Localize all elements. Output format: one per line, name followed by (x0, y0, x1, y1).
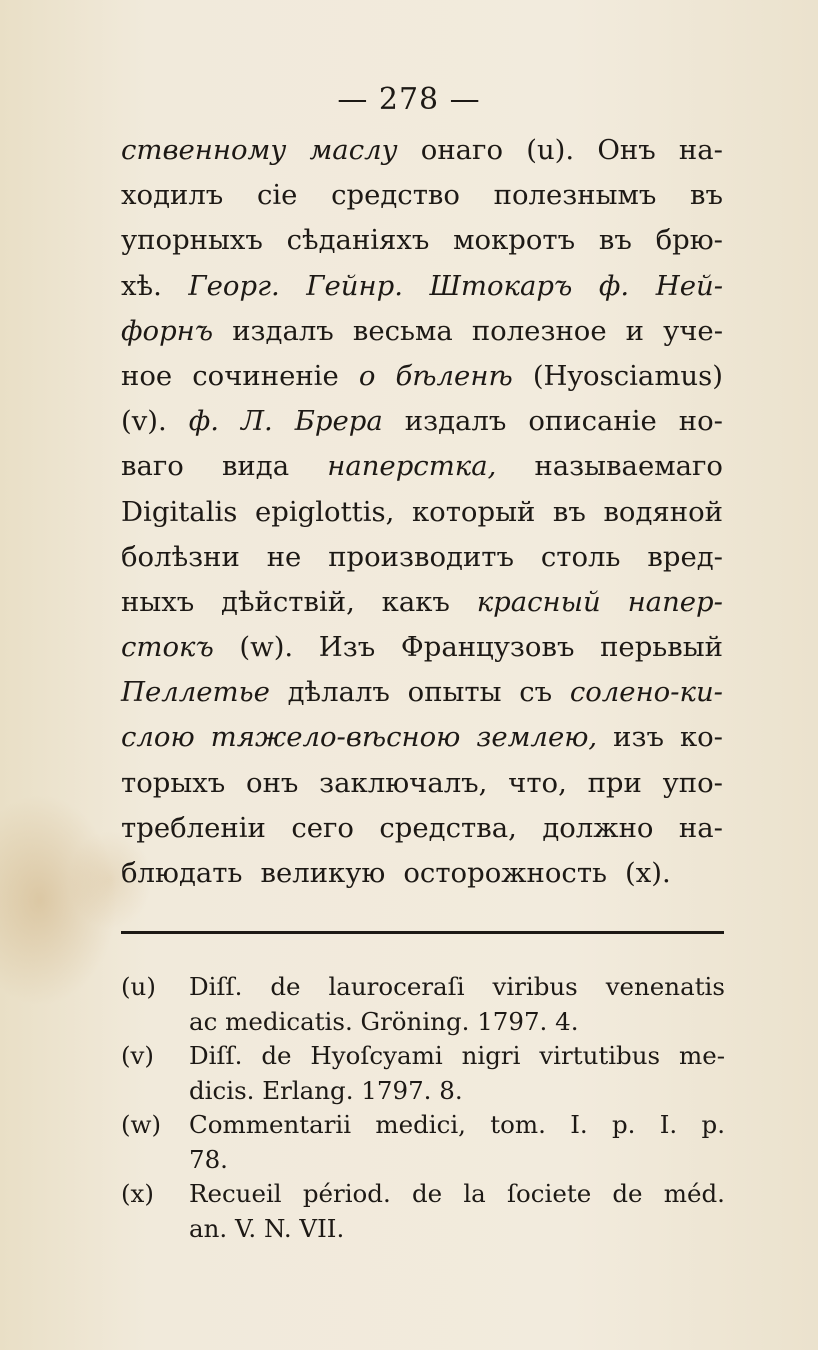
word: производитъ (328, 540, 515, 573)
footnote (121, 970, 725, 1039)
word: сего (291, 811, 354, 844)
word: маслу (309, 134, 398, 166)
word: полезное (471, 314, 607, 347)
word: великую (260, 857, 386, 889)
word: форнъ (121, 314, 214, 347)
footnotes (121, 970, 725, 1246)
word: слою (121, 721, 195, 754)
word: Георг. (188, 269, 280, 302)
word: упорныхъ (121, 224, 263, 257)
word: торыхъ (121, 766, 226, 799)
text-line (121, 309, 723, 354)
text-line (121, 535, 723, 580)
footnote-line: Commentarii medici, tom. I. p. I. p. (189, 1110, 725, 1139)
word: онъ (246, 766, 299, 799)
word: и (625, 314, 645, 347)
footnote-mark: (u) (121, 972, 156, 1001)
main-text (121, 128, 723, 896)
word: перьвый (600, 631, 723, 664)
word: ходилъ (121, 179, 224, 212)
word: ваго (121, 450, 184, 483)
word: Изъ (318, 631, 376, 664)
text-line (121, 715, 723, 760)
word: (v). (121, 405, 167, 438)
word: водяной (603, 495, 723, 528)
word: средство (331, 179, 460, 212)
word: Гейнр. (306, 269, 403, 302)
word: который (411, 495, 536, 528)
page-number: — 278 — (337, 82, 481, 117)
footnote-line: an. V. N. VII. (189, 1213, 345, 1243)
footnote-line: Diſſ. de lauroceraſi viribus venenatis (189, 972, 725, 1001)
word: средства, (379, 811, 517, 844)
word: осторожность (403, 857, 608, 889)
footnote (121, 1108, 725, 1177)
word: (w). (239, 631, 294, 664)
footnote-line: Recueil périod. de la ſociete de méd. (189, 1179, 725, 1208)
footnote-rule (121, 931, 724, 934)
word: ф. (598, 269, 630, 302)
word: сѣданіяхъ (286, 224, 430, 257)
footnote-line: 78. (189, 1144, 228, 1174)
word: ное (121, 359, 173, 392)
text-line (121, 851, 723, 896)
word: (x). (625, 857, 671, 889)
word: изъ (613, 721, 664, 754)
word: (Hyosciamus) (532, 359, 723, 392)
word: на- (678, 134, 723, 166)
word: epiglottis, (254, 495, 395, 528)
word: Л. (241, 405, 273, 438)
footnote-mark: (v) (121, 1041, 154, 1070)
text-line (121, 761, 723, 806)
word: въ (552, 495, 586, 528)
word: издалъ (404, 405, 507, 438)
footnote (121, 1039, 725, 1108)
text-line (121, 399, 723, 444)
word: мокротъ (453, 224, 576, 257)
word: но- (678, 405, 723, 438)
text-line (121, 444, 723, 489)
word: Ней- (655, 269, 723, 302)
word: Штокаръ (429, 269, 573, 302)
text-line (121, 490, 723, 535)
word: на- (678, 811, 723, 844)
word: ныхъ (121, 585, 195, 618)
word: вида (221, 450, 290, 483)
word: о (358, 359, 376, 392)
word: не (266, 540, 302, 573)
word: блюдать (121, 857, 243, 889)
word: болѣзни (121, 540, 240, 573)
word: Digitalis (121, 495, 238, 528)
word: бѣленѣ (395, 359, 513, 392)
word: требленіи (121, 811, 266, 844)
word: хѣ. (121, 269, 162, 302)
word: сіе (256, 179, 298, 212)
text-line (121, 580, 723, 625)
text-line (121, 128, 723, 173)
footnote-mark: (w) (121, 1110, 162, 1139)
word: солено-ки- (569, 676, 723, 709)
text-line (121, 625, 723, 670)
footnote (121, 1177, 725, 1246)
text-line (121, 264, 723, 309)
word: столь (540, 540, 621, 573)
word: должно (542, 811, 654, 844)
word: Брера (294, 405, 383, 438)
word: въ (690, 179, 723, 212)
word: ко- (679, 721, 723, 754)
word: полезнымъ (493, 179, 657, 212)
text-line (121, 218, 723, 263)
word: заключалъ, (319, 766, 488, 799)
word: онаго (420, 134, 504, 166)
word: при (587, 766, 642, 799)
word: съ (519, 676, 553, 709)
text-line (121, 806, 723, 851)
text-line (121, 173, 723, 218)
word: что, (508, 766, 567, 799)
word: въ (598, 224, 632, 257)
footnote-line: dicis. Erlang. 1797. 8. (189, 1075, 463, 1105)
text-line (121, 354, 723, 399)
word: какъ (381, 585, 450, 618)
footnote-line: Diſſ. de Hyoſcyami nigri virtutibus me- (189, 1041, 725, 1070)
word: дѣйствій, (221, 585, 355, 618)
word: дѣлалъ (287, 676, 390, 709)
word: Французовъ (400, 631, 575, 664)
word: упо- (662, 766, 723, 799)
word: ственному (121, 134, 287, 166)
word: Пеллетье (121, 676, 270, 709)
word: вред- (647, 540, 723, 573)
word: уче- (663, 314, 723, 347)
word: брю- (655, 224, 723, 257)
text-line (121, 670, 723, 715)
word: наперстка, (327, 450, 497, 483)
word: сочиненіе (192, 359, 339, 392)
word: Онъ (597, 134, 656, 166)
word: называемаго (534, 450, 723, 483)
word: тяжело-вѣсною (210, 721, 461, 754)
word: описаніе (528, 405, 657, 438)
word: издалъ (232, 314, 334, 347)
word: напер- (627, 585, 723, 618)
footnote-mark: (x) (121, 1179, 154, 1208)
word: землею, (476, 721, 598, 754)
word: опыты (407, 676, 502, 709)
word: стокъ (121, 631, 214, 664)
footnote-line: ac medicatis. Gröning. 1797. 4. (189, 1006, 579, 1036)
word: (u). (526, 134, 575, 166)
word: красный (476, 585, 601, 618)
word: ф. (188, 405, 220, 438)
word: весьма (352, 314, 453, 347)
